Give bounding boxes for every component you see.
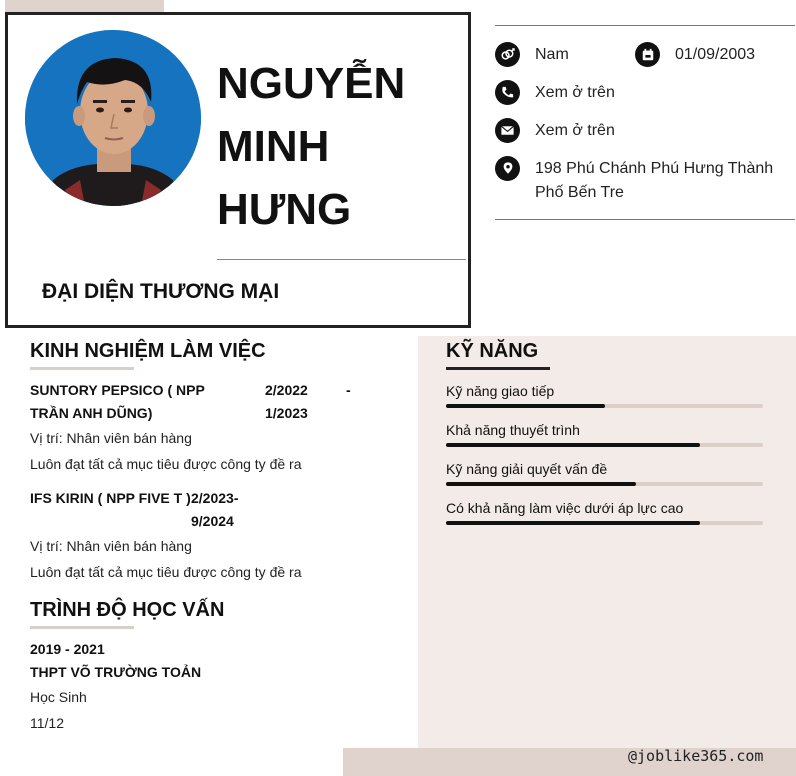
skill-level-fill xyxy=(446,404,605,408)
job-1-description: Luôn đạt tất cả mục tiêu được công ty đề ra xyxy=(30,456,302,472)
location-pin-icon xyxy=(495,156,520,181)
name-line-3: HƯNG xyxy=(217,185,352,234)
job-2-date-start: 2/2023- xyxy=(191,490,239,506)
name-line-2: MINH xyxy=(217,122,330,171)
job-1-date-start: 2/2022 xyxy=(265,382,308,398)
job-1-date-sep: - xyxy=(346,382,351,398)
job-1-role: Vị trí: Nhân viên bán hàng xyxy=(30,430,192,446)
footer-website: @joblike365.com xyxy=(628,747,764,765)
education-grade: 11/12 xyxy=(30,715,64,731)
skill-label: Kỹ năng giao tiếp xyxy=(446,383,555,399)
candidate-name xyxy=(217,52,405,241)
job-1-company: SUNTORY PEPSICO ( NPP TRẦN ANH DŨNG) xyxy=(30,382,205,421)
education-title: TRÌNH ĐỘ HỌC VẤN xyxy=(30,599,225,621)
address-value: 198 Phú Chánh Phú Hưng Thành Phố Bến Tre xyxy=(535,160,774,201)
education-school: THPT VÕ TRƯỜNG TOẢN xyxy=(30,664,202,680)
phone-icon xyxy=(495,80,520,105)
contact-divider-bottom xyxy=(495,219,795,220)
job-2-description: Luôn đạt tất cả mục tiêu được công ty đề ra xyxy=(30,564,302,580)
mail-icon xyxy=(495,118,520,143)
education-major: Học Sinh xyxy=(30,689,87,705)
birthdate-value: 01/09/2003 xyxy=(675,46,756,63)
skill-level-bar xyxy=(446,404,763,408)
email-value: Xem ở trên xyxy=(535,122,615,139)
job-2-date-end: 9/2024 xyxy=(191,513,234,529)
skills-panel-background xyxy=(418,336,796,776)
gender-icon xyxy=(495,42,520,67)
avatar xyxy=(25,30,201,206)
skill-label: Kỹ năng giải quyết vấn đề xyxy=(446,461,608,477)
phone-value: Xem ở trên xyxy=(535,84,615,101)
job-2-role: Vị trí: Nhân viên bán hàng xyxy=(30,538,192,554)
avatar-portrait xyxy=(25,30,201,206)
calendar-icon xyxy=(635,42,660,67)
name-divider xyxy=(217,259,466,260)
skills-title: KỸ NĂNG xyxy=(446,340,539,362)
gender-value: Nam xyxy=(535,46,569,63)
experience-underline xyxy=(30,367,134,370)
skills-underline xyxy=(446,367,550,370)
contact-divider-top xyxy=(495,25,795,26)
skill-level-fill xyxy=(446,521,700,525)
job-2-company: IFS KIRIN ( NPP FIVE T ) xyxy=(30,490,191,506)
name-line-1: NGUYỄN xyxy=(217,59,406,108)
skill-level-bar xyxy=(446,443,763,447)
skill-label: Có khả năng làm việc dưới áp lực cao xyxy=(446,500,684,516)
skill-level-fill xyxy=(446,482,636,486)
skill-level-fill xyxy=(446,443,700,447)
job-position: ĐẠI DIỆN THƯƠNG MẠI xyxy=(42,280,280,303)
job-1-date-end: 1/2023 xyxy=(265,405,308,421)
skill-level-bar xyxy=(446,521,763,525)
skill-level-bar xyxy=(446,482,763,486)
skill-label: Khả năng thuyết trình xyxy=(446,422,580,438)
education-underline xyxy=(30,626,134,629)
education-period: 2019 - 2021 xyxy=(30,641,105,657)
experience-title: KINH NGHIỆM LÀM VIỆC xyxy=(30,340,266,362)
